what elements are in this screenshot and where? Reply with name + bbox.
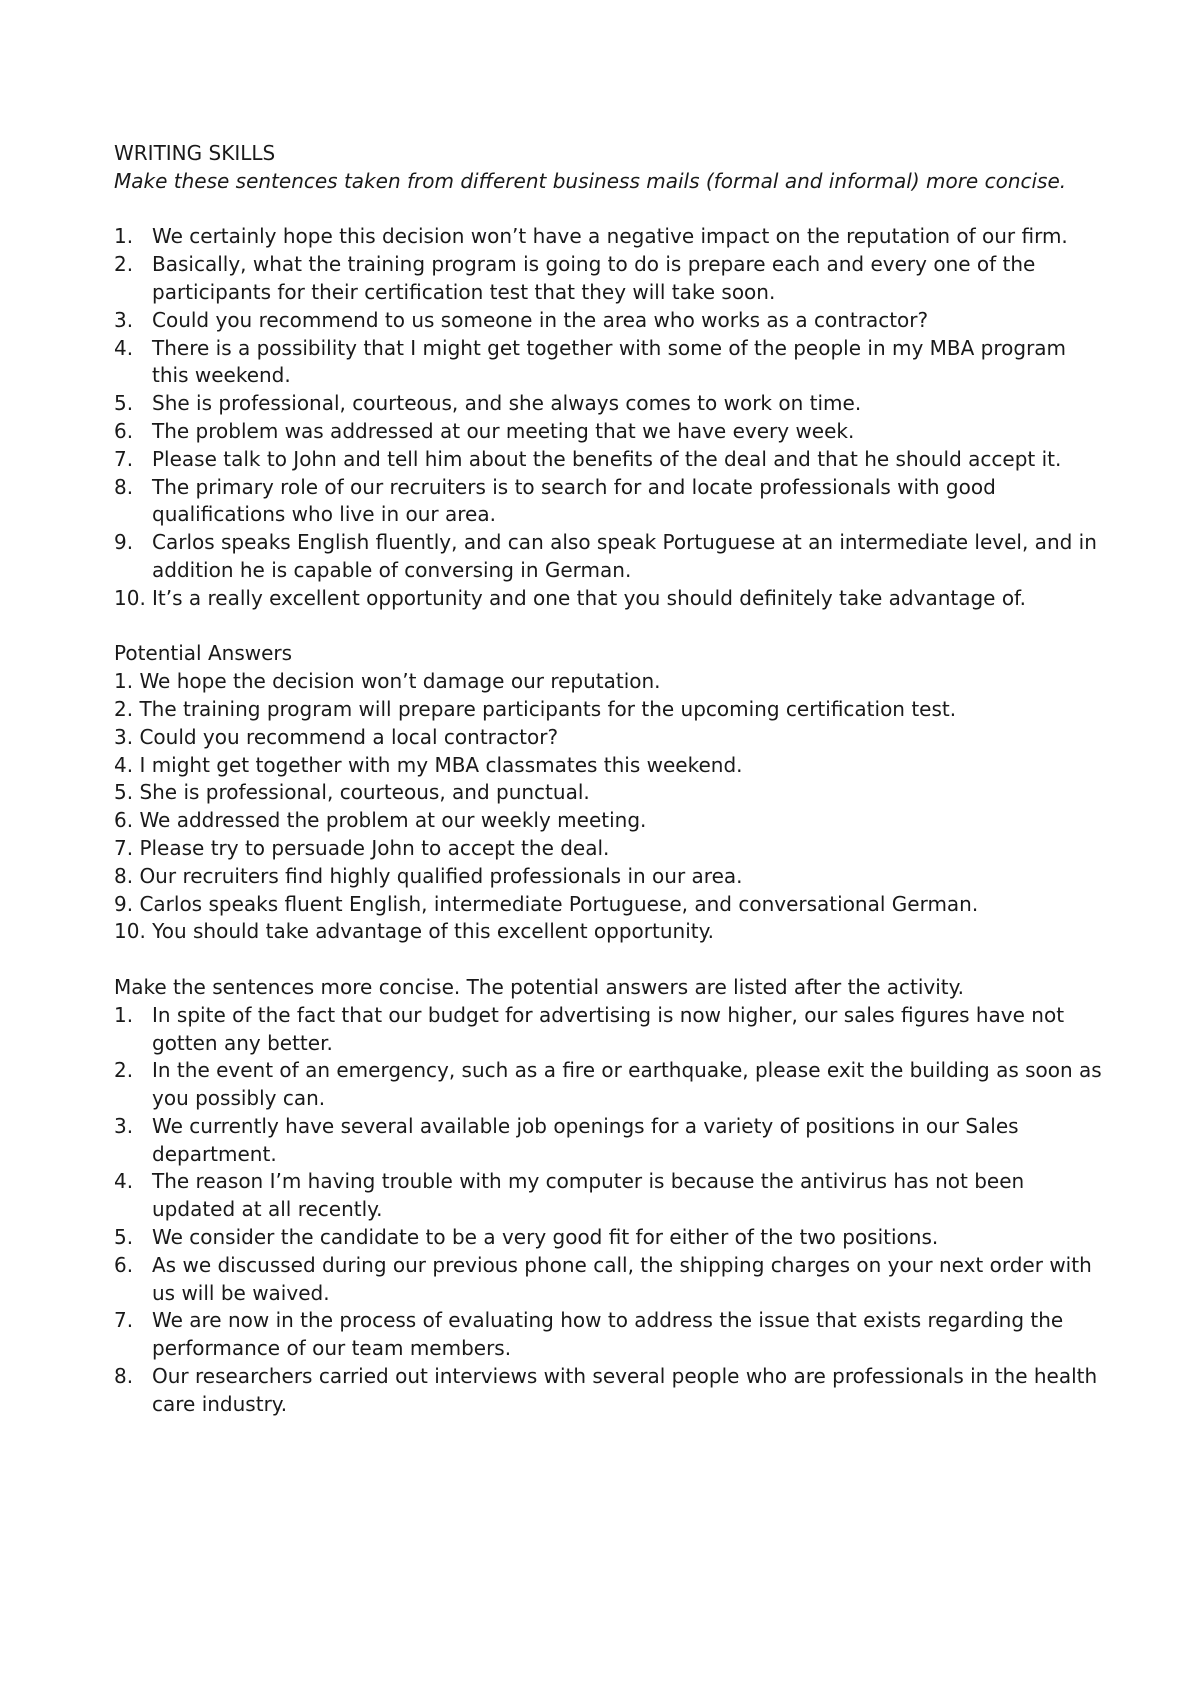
answer-item: 6. We addressed the problem at our weekly meeting. xyxy=(114,808,647,833)
answer-item: 3. Could you recommend a local contractor? xyxy=(114,724,559,749)
list-item xyxy=(114,390,1104,418)
list-item xyxy=(114,251,1104,307)
exercise-2-list xyxy=(114,1002,1104,1419)
list-item-number: 5. xyxy=(114,391,134,416)
list-item-text: We are now in the process of evaluating how to address the issue that exists regarding the performance of our team members. xyxy=(152,1308,1064,1361)
list-item-text: The problem was addressed at our meeting that we have every week. xyxy=(152,418,855,443)
list-item-number: 1. xyxy=(114,224,134,249)
list-item-text: Please talk to John and tell him about the benefits of the deal and that he should accept it. xyxy=(152,446,1062,471)
list-item-number: 6. xyxy=(114,1252,134,1277)
list-item-text: The reason I’m having trouble with my computer is because the antivirus has not been updated at all recently. xyxy=(152,1169,1025,1222)
list-item-number: 2. xyxy=(114,1058,134,1083)
list-item-number: 5. xyxy=(114,1225,134,1250)
list-item xyxy=(114,418,1104,446)
list-item-text: She is professional, courteous, and she always comes to work on time. xyxy=(152,391,862,416)
list-item-text: Carlos speaks English fluently, and can also speak Portuguese at an intermediate level, and in addition he is capable of conversing in German. xyxy=(152,530,1097,582)
list-item xyxy=(114,1252,1104,1308)
answer-item: 5. She is professional, courteous, and punctual. xyxy=(114,780,590,805)
list-item xyxy=(114,307,1104,335)
list-item xyxy=(114,1057,1104,1113)
list-item-text: In the event of an emergency, such as a fire or earthquake, please exit the building as soon as you possibly can. xyxy=(152,1058,1102,1111)
list-item-number: 4. xyxy=(114,1169,134,1194)
list-item-number: 3. xyxy=(114,1113,134,1138)
list-item xyxy=(114,223,1104,251)
exercise-2-heading: Make the sentences more concise. The potential answers are listed after the activity. xyxy=(114,974,964,999)
list-item-text: We consider the candidate to be a very good fit for either of the two positions. xyxy=(152,1225,939,1250)
document-title: WRITING SKILLS xyxy=(114,141,276,165)
list-item xyxy=(114,474,1104,530)
list-item-number: 7. xyxy=(114,446,134,471)
answer-item: 4. I might get together with my MBA classmates this weekend. xyxy=(114,752,743,777)
list-item-text: In spite of the fact that our budget for advertising is now higher, our sales figures have not gotten any better. xyxy=(152,1002,1065,1055)
list-item xyxy=(114,1002,1104,1058)
list-item xyxy=(114,1113,1104,1169)
list-item xyxy=(114,446,1104,474)
list-item-number: 7. xyxy=(114,1308,134,1333)
list-item-text: Could you recommend to us someone in the area who works as a contractor? xyxy=(152,307,929,332)
list-item-number: 10. xyxy=(114,585,146,610)
list-item-number: 9. xyxy=(114,530,134,555)
list-item-number: 6. xyxy=(114,418,134,443)
answer-item: 1. We hope the decision won’t damage our reputation. xyxy=(114,669,661,694)
list-item xyxy=(114,585,1104,613)
answers-list xyxy=(114,668,1104,946)
list-item-text: As we discussed during our previous phone call, the shipping charges on your next order with us will be waived. xyxy=(152,1252,1092,1305)
list-item xyxy=(114,1168,1104,1224)
list-item-number: 8. xyxy=(114,474,134,499)
list-item-text: We certainly hope this decision won’t have a negative impact on the reputation of our firm. xyxy=(152,224,1068,249)
list-item-number: 1. xyxy=(114,1002,134,1027)
list-item-text: There is a possibility that I might get together with some of the people in my MBA program this weekend. xyxy=(152,335,1067,388)
spacer xyxy=(114,196,1104,224)
list-item-number: 8. xyxy=(114,1364,134,1389)
instruction-text: Make these sentences taken from different business mails (formal and informal) more concise. xyxy=(114,168,1067,193)
answer-item: 2. The training program will prepare participants for the upcoming certification test. xyxy=(114,696,957,721)
list-item-text: The primary role of our recruiters is to search for and locate professionals with good qualifications who live in our area. xyxy=(152,474,996,527)
list-item-number: 3. xyxy=(114,307,134,332)
list-item-text: Basically, what the training program is going to do is prepare each and every one of the participants for their certification test that they will take soon. xyxy=(152,252,1036,304)
list-item-text: It’s a really excellent opportunity and one that you should definitely take advantage of. xyxy=(152,585,1027,610)
list-item-number: 2. xyxy=(114,252,134,277)
list-item-text: Our researchers carried out interviews with several people who are professionals in the health care industry. xyxy=(152,1364,1098,1416)
list-item xyxy=(114,1307,1104,1363)
answer-item: 10. You should take advantage of this excellent opportunity. xyxy=(114,919,714,944)
list-item xyxy=(114,529,1104,585)
spacer xyxy=(114,613,1104,641)
list-item-number: 4. xyxy=(114,335,134,360)
exercise-1-list xyxy=(114,223,1104,612)
answers-heading: Potential Answers xyxy=(114,641,293,666)
list-item xyxy=(114,1363,1104,1419)
answer-item: 7. Please try to persuade John to accept the deal. xyxy=(114,835,610,860)
spacer xyxy=(114,946,1104,974)
list-item-text: We currently have several available job openings for a variety of positions in our Sales department. xyxy=(152,1113,1019,1166)
document-page xyxy=(114,140,1104,1419)
answer-item: 8. Our recruiters find highly qualified professionals in our area. xyxy=(114,863,743,888)
answer-item: 9. Carlos speaks fluent English, intermediate Portuguese, and conversational German. xyxy=(114,891,979,916)
list-item xyxy=(114,335,1104,391)
list-item xyxy=(114,1224,1104,1252)
